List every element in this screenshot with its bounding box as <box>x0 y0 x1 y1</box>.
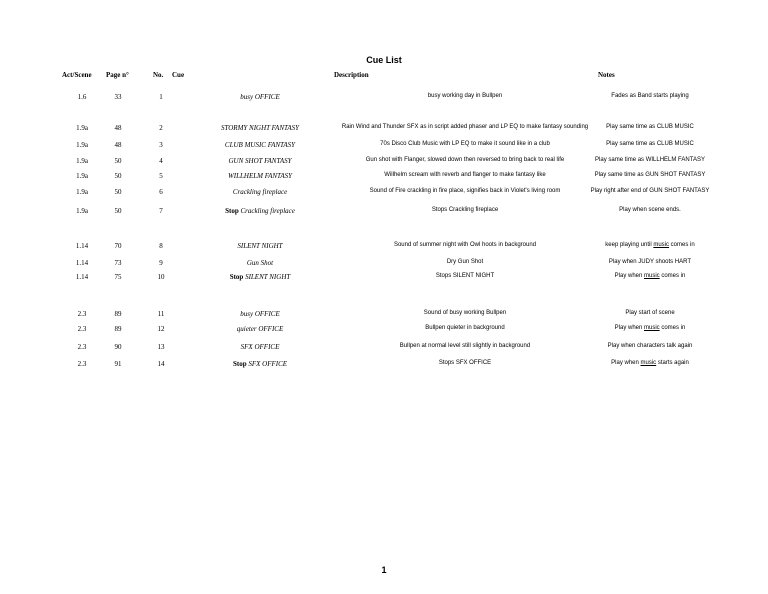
notes-text: keep playing until <box>605 242 654 248</box>
cell-number: 13 <box>157 343 165 351</box>
cell-number: 11 <box>157 310 165 318</box>
cell-description: Stops SFX OFFICE <box>438 360 492 366</box>
cell-page: 50 <box>114 207 122 215</box>
cell-description: Sound of summer night with Owl hoots in background <box>393 242 537 248</box>
cue-name: Gun Shot <box>246 259 274 267</box>
cell-act-scene: 1.14 <box>75 273 89 281</box>
cue-name: WILLHELM FANTASY <box>227 172 293 180</box>
notes-text: Play same time as CLUB MUSIC <box>606 124 694 130</box>
cell-number: 14 <box>157 360 165 368</box>
table-row <box>0 93 768 105</box>
header-no: No. <box>153 71 164 79</box>
table-row <box>0 360 768 372</box>
cell-number: 1 <box>159 93 163 101</box>
cell-notes <box>580 325 720 331</box>
notes-text: Fades as Band starts playing <box>611 93 689 99</box>
cell-number: 4 <box>159 157 163 165</box>
cell-description: busy working day in Bullpen <box>427 93 503 99</box>
cell-description: Stops Crackling fireplace <box>431 207 499 213</box>
notes-text-end: comes in <box>659 273 686 279</box>
cell-description: Dry Gun Shot <box>446 259 484 265</box>
cell-description: Gun shot with Flanger, slowed down then reversed to bring back to real life <box>365 157 565 163</box>
cell-page: 33 <box>114 93 122 101</box>
cell-notes <box>580 141 720 147</box>
notes-text: Play same time as GUN SHOT FANTASY <box>594 172 706 178</box>
cell-act-scene: 2.3 <box>77 310 87 318</box>
header-notes: Notes <box>598 71 615 79</box>
cell-description: Rain Wind and Thunder SFX as in script added phaser and LP EQ to make fantasy sounding <box>341 124 589 130</box>
notes-underlined: music <box>644 325 660 331</box>
table-row <box>0 310 768 322</box>
notes-text: Play same time as WILLHELM FANTASY <box>595 157 705 163</box>
cell-page: 75 <box>114 273 122 281</box>
cell-description: Sound of busy working Bullpen <box>423 310 507 316</box>
cue-name: Crackling fireplace <box>232 188 288 196</box>
cue-stop-prefix: Stop <box>225 207 239 215</box>
cell-page: 50 <box>114 157 122 165</box>
cell-description: 70s Disco Club Music with LP EQ to make it sound like in a club <box>380 141 550 147</box>
notes-text: Play when scene ends. <box>619 207 681 213</box>
cell-number: 7 <box>159 207 163 215</box>
cue-stop-prefix: Stop <box>229 273 244 281</box>
notes-text: Play right after end of GUN SHOT FANTASY <box>590 188 710 194</box>
header-page: Page n° <box>106 71 129 79</box>
cell-page: 50 <box>114 172 122 180</box>
cell-notes <box>580 124 720 130</box>
cell-notes <box>580 157 720 163</box>
notes-text-end: starts again <box>656 360 689 366</box>
cell-description: Stops SILENT NIGHT <box>435 273 495 279</box>
notes-text: Play when <box>611 360 641 366</box>
page-number: 1 <box>381 565 387 575</box>
header-act-scene: Act/Scene <box>62 71 92 79</box>
notes-text: Play start of scene <box>625 310 675 316</box>
notes-text-end: comes in <box>659 325 686 331</box>
cell-notes <box>580 259 720 265</box>
table-row <box>0 273 768 285</box>
cue-name: GUN SHOT FANTASY <box>228 157 292 165</box>
cell-number: 2 <box>159 124 163 132</box>
cell-notes <box>580 273 720 279</box>
cell-notes <box>580 207 720 213</box>
header-description: Description <box>334 71 369 79</box>
cell-act-scene: 1.9a <box>76 188 88 196</box>
cell-number: 5 <box>159 172 163 180</box>
table-row <box>0 172 768 184</box>
cue-name: SILENT NIGHT <box>237 242 283 250</box>
cell-act-scene: 1.9a <box>76 172 88 180</box>
notes-underlined: music <box>653 242 670 248</box>
cell-page: 90 <box>114 343 122 351</box>
notes-text: Play when <box>614 325 644 331</box>
cell-description: Bullpen at normal level still slightly in background <box>399 343 531 349</box>
cell-act-scene: 1.14 <box>75 259 89 267</box>
table-row <box>0 343 768 355</box>
cell-page: 48 <box>114 141 122 149</box>
cell-act-scene: 1.6 <box>77 93 87 101</box>
cell-act-scene: 1.9a <box>76 157 88 165</box>
cell-description: Bullpen quieter in background <box>425 325 505 331</box>
cell-number: 10 <box>157 273 165 281</box>
cell-page: 70 <box>114 242 122 250</box>
cell-number: 6 <box>159 188 163 196</box>
cell-notes <box>580 360 720 366</box>
table-row <box>0 157 768 169</box>
notes-underlined: music <box>644 273 660 279</box>
table-row <box>0 188 768 200</box>
cell-act-scene: 1.9a <box>76 207 88 215</box>
cue-name: SFX OFFICE <box>240 343 280 351</box>
cue-name: SILENT NIGHT <box>245 273 291 281</box>
cell-notes <box>580 343 720 349</box>
cell-description: Willhelm scream with reverb and flanger to make fantasy like <box>384 172 546 178</box>
cell-number: 12 <box>157 325 165 333</box>
table-row <box>0 141 768 153</box>
cell-description: Sound of Fire crackling in fire place, signifies back in Violet's living room <box>369 188 561 194</box>
cell-act-scene: 1.9a <box>76 124 88 132</box>
cell-act-scene: 1.9a <box>76 141 88 149</box>
notes-text: Play same time as CLUB MUSIC <box>606 141 694 147</box>
cue-name: busy OFFICE <box>240 93 280 101</box>
cue-name: STORMY NIGHT FANTASY <box>220 124 300 132</box>
cell-notes <box>580 310 720 316</box>
cell-number: 3 <box>159 141 163 149</box>
cell-page: 89 <box>114 310 122 318</box>
cue-stop-prefix: Stop <box>232 360 247 368</box>
cell-act-scene: 2.3 <box>77 325 87 333</box>
cue-name: CLUB MUSIC FANTASY <box>224 141 296 149</box>
table-row <box>0 207 768 219</box>
notes-text: Play when JUDY shoots HART <box>608 259 692 265</box>
header-cue: Cue <box>172 71 185 79</box>
cue-name: Crackling fireplace <box>240 207 295 215</box>
notes-text: Play when characters talk again <box>607 343 693 349</box>
cell-notes <box>580 188 720 194</box>
cell-notes <box>580 93 720 99</box>
cue-name: SFX OFFICE <box>248 360 288 368</box>
notes-underlined: music <box>640 360 657 366</box>
notes-text-end: comes in <box>669 242 695 248</box>
cell-number: 9 <box>159 259 163 267</box>
cue-name: quieter OFFICE <box>236 325 284 333</box>
cue-name: busy OFFICE <box>240 310 280 318</box>
table-row <box>0 325 768 337</box>
notes-text: Play when <box>614 273 644 279</box>
table-row <box>0 259 768 271</box>
cell-notes <box>580 242 720 248</box>
table-row <box>0 242 768 254</box>
cell-page: 91 <box>114 360 122 368</box>
cell-number: 8 <box>159 242 163 250</box>
cell-page: 48 <box>114 124 122 132</box>
cell-act-scene: 1.14 <box>75 242 89 250</box>
cell-notes <box>580 172 720 178</box>
page-title: Cue List <box>366 55 402 65</box>
cell-act-scene: 2.3 <box>77 343 87 351</box>
cell-page: 89 <box>114 325 122 333</box>
cell-act-scene: 2.3 <box>77 360 87 368</box>
cell-page: 50 <box>114 188 122 196</box>
cell-page: 73 <box>114 259 122 267</box>
table-row <box>0 124 768 136</box>
